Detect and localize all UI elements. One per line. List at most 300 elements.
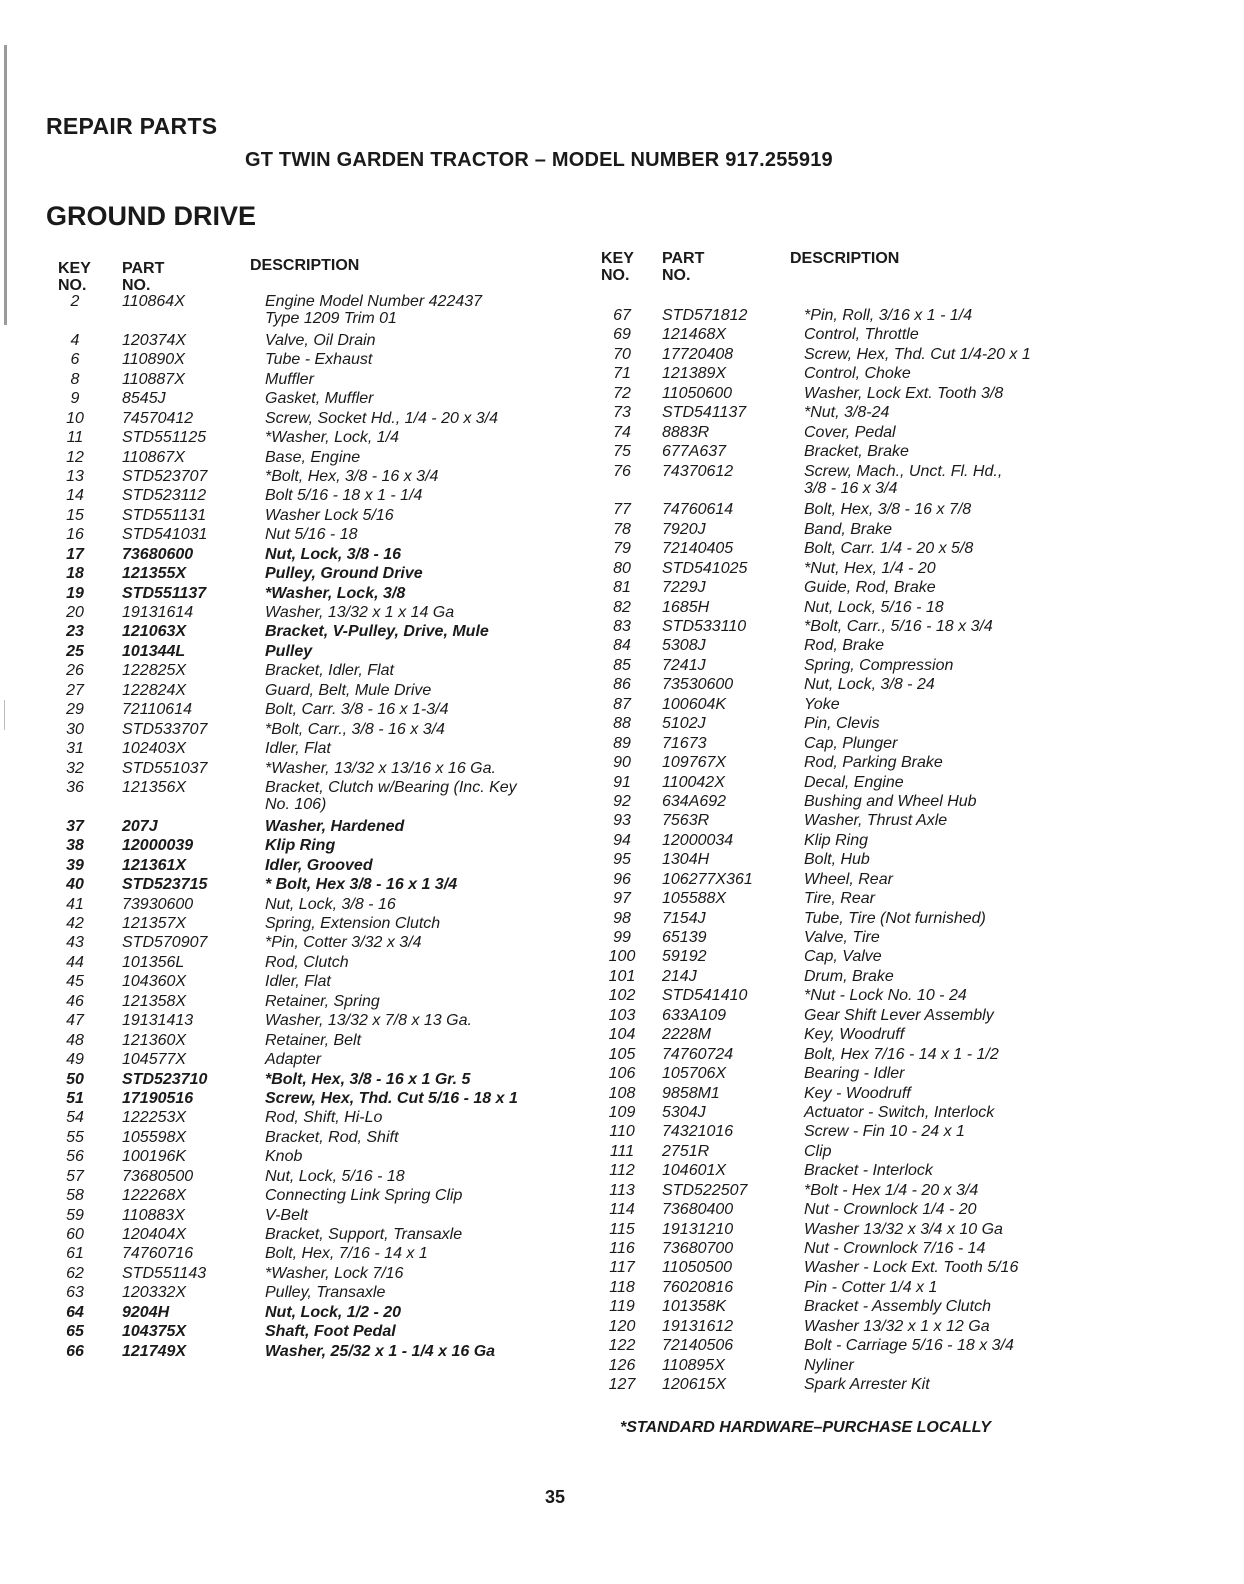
key-no: 79 [613, 540, 631, 558]
key-no: 42 [66, 915, 84, 933]
parts-row [598, 987, 1070, 1006]
part-description: Base, Engine [265, 448, 361, 466]
parts-row [52, 915, 562, 934]
parts-row [598, 676, 1070, 695]
part-no: 19131413 [122, 1012, 194, 1030]
parts-row [52, 662, 562, 681]
parts-row [52, 643, 562, 662]
key-no: 55 [66, 1128, 84, 1146]
part-description: Drum, Brake [804, 967, 894, 985]
parts-row [598, 579, 1070, 598]
part-description: Nyliner [804, 1356, 854, 1374]
key-no: 106 [608, 1065, 636, 1083]
parts-row [598, 812, 1070, 831]
part-no: 72140506 [662, 1337, 734, 1355]
parts-row [52, 1129, 562, 1148]
parts-row [598, 1085, 1070, 1104]
part-no: 74321016 [662, 1123, 734, 1141]
key-no: 72 [613, 384, 631, 402]
key-no: 115 [609, 1220, 635, 1238]
parts-row [598, 1376, 1070, 1395]
part-description: Washer, 13/32 x 1 x 14 Ga [265, 604, 455, 622]
part-description: Washer, Thrust Axle [804, 812, 948, 830]
part-description: Connecting Link Spring Clip [265, 1187, 463, 1205]
key-no: 86 [613, 676, 631, 694]
part-description: Washer, 25/32 x 1 - 1/4 x 16 Ga [265, 1342, 496, 1360]
key-no: 45 [66, 973, 84, 991]
part-description: Rod, Brake [804, 637, 885, 655]
part-description: Yoke [804, 695, 840, 713]
part-no: 5102J [662, 715, 706, 733]
right-part-header-line1: PART [662, 250, 705, 267]
parts-row [52, 585, 562, 604]
left-desc-header: DESCRIPTION [250, 257, 360, 274]
part-description: Bracket - Assembly Clutch [804, 1298, 992, 1316]
key-no: 118 [609, 1278, 635, 1296]
key-no: 114 [609, 1201, 635, 1219]
part-no: STD541031 [122, 526, 208, 544]
part-no: 8545J [122, 390, 166, 408]
parts-row [52, 1090, 562, 1109]
part-no: 121361X [122, 856, 187, 874]
parts-row [52, 973, 562, 992]
part-no: 2228M [662, 1026, 711, 1044]
part-description: Bolt, Carr. 3/8 - 16 x 1-3/4 [265, 701, 449, 719]
key-no: 92 [613, 792, 631, 810]
parts-row [52, 1343, 562, 1362]
key-no: 56 [66, 1148, 84, 1166]
key-no: 59 [66, 1206, 84, 1224]
part-description: Shaft, Foot Pedal [265, 1323, 396, 1341]
parts-row [598, 560, 1070, 579]
part-description: Spring, Extension Clutch [265, 915, 441, 933]
part-description: Screw, Mach., Unct. Fl. Hd., 3/8 - 16 x 3/4 [804, 462, 1003, 497]
parts-row [52, 1245, 562, 1264]
part-no: 105598X [122, 1128, 187, 1146]
part-description: Idler, Flat [265, 973, 331, 991]
parts-row [52, 682, 562, 701]
part-description: Tube, Tire (Not furnished) [804, 909, 986, 927]
key-no: 8 [70, 370, 80, 388]
part-description: Pulley [265, 642, 313, 660]
right-part-header [662, 250, 704, 284]
part-no: STD541137 [662, 404, 747, 422]
parts-row [598, 404, 1070, 423]
parts-row [598, 599, 1070, 618]
part-no: STD570907 [122, 934, 208, 952]
parts-row [52, 565, 562, 584]
key-no: 85 [613, 656, 631, 674]
part-description: Gear Shift Lever Assembly [804, 1006, 994, 1024]
part-no: 5304J [662, 1103, 706, 1121]
parts-row [598, 696, 1070, 715]
part-description: Wheel, Rear [804, 870, 893, 888]
key-no: 111 [609, 1142, 635, 1160]
part-description: Bolt 5/16 - 18 x 1 - 1/4 [265, 487, 423, 505]
parts-row [598, 657, 1070, 676]
parts-row [52, 546, 562, 565]
part-no: 73930600 [122, 895, 194, 913]
parts-row [598, 1259, 1070, 1278]
key-no: 76 [613, 462, 631, 480]
parts-row [52, 1032, 562, 1051]
key-no: 93 [613, 812, 631, 830]
key-no: 119 [609, 1298, 635, 1316]
part-no: 74370612 [662, 462, 734, 480]
part-description: Actuator - Switch, Interlock [804, 1103, 995, 1121]
part-no: 104601X [662, 1162, 727, 1180]
key-no: 99 [613, 929, 631, 947]
key-no: 26 [66, 662, 84, 680]
parts-row [598, 637, 1070, 656]
parts-row [598, 1240, 1070, 1259]
part-description: *Washer, 13/32 x 13/16 x 16 Ga. [265, 759, 496, 777]
key-no: 120 [608, 1317, 636, 1335]
parts-row [52, 332, 562, 351]
key-no: 71 [613, 365, 631, 383]
part-no: STD523707 [122, 467, 208, 485]
part-no: 104375X [122, 1323, 187, 1341]
part-description: Washer, 13/32 x 7/8 x 13 Ga. [265, 1012, 472, 1030]
part-description: Screw, Hex, Thd. Cut 1/4-20 x 1 [804, 345, 1031, 363]
parts-row [598, 1182, 1070, 1201]
parts-row [52, 604, 562, 623]
part-no: 73680500 [122, 1167, 194, 1185]
key-no: 36 [66, 778, 84, 796]
parts-row [598, 1279, 1070, 1298]
key-no: 105 [608, 1045, 636, 1063]
parts-row [52, 1187, 562, 1206]
left-key-header [58, 260, 91, 294]
part-no: 104360X [122, 973, 187, 991]
key-no: 19 [66, 584, 84, 602]
right-parts-list [598, 307, 1070, 1396]
parts-row [598, 1007, 1070, 1026]
part-description: *Washer, Lock, 3/8 [265, 584, 406, 602]
part-description: Klip Ring [804, 831, 869, 849]
part-no: 7229J [662, 579, 706, 597]
part-description: Bolt, Carr. 1/4 - 20 x 5/8 [804, 540, 974, 558]
parts-row [598, 715, 1070, 734]
key-no: 32 [66, 759, 84, 777]
part-no: 122824X [122, 681, 187, 699]
part-no: STD551037 [122, 759, 208, 777]
parts-row [598, 890, 1070, 909]
part-description: Gasket, Muffler [265, 390, 374, 408]
part-description: Nut - Crownlock 7/16 - 14 [804, 1240, 986, 1258]
part-no: 2751R [662, 1142, 710, 1160]
part-description: Rod, Shift, Hi-Lo [265, 1109, 383, 1127]
key-no: 67 [613, 307, 631, 324]
part-no: 121355X [122, 565, 187, 583]
key-no: 101 [608, 967, 636, 985]
part-no: 12000039 [122, 837, 194, 855]
part-no: 1685H [662, 598, 710, 616]
parts-row [52, 623, 562, 642]
key-no: 103 [608, 1006, 636, 1024]
key-no: 88 [613, 715, 631, 733]
part-description: Nut, Lock, 5/16 - 18 [804, 598, 944, 616]
key-no: 95 [613, 851, 631, 869]
key-no: 18 [66, 565, 84, 583]
parts-row [598, 1143, 1070, 1162]
parts-row [52, 1304, 562, 1323]
part-no: 19131612 [662, 1317, 734, 1335]
part-no: 121357X [122, 915, 187, 933]
parts-row [598, 1221, 1070, 1240]
part-no: 122268X [122, 1187, 187, 1205]
part-no: 105706X [662, 1065, 727, 1083]
part-no: 74760716 [122, 1245, 194, 1263]
part-no: 101344L [122, 642, 186, 660]
part-description: Muffler [265, 370, 314, 388]
parts-row [598, 346, 1070, 365]
key-no: 112 [609, 1162, 635, 1180]
part-no: STD523112 [122, 487, 207, 505]
key-no: 116 [609, 1240, 635, 1258]
part-no: 74760614 [662, 501, 734, 519]
part-no: 677A637 [662, 443, 727, 461]
part-description: Washer Lock 5/16 [265, 506, 394, 524]
part-no: 101356L [122, 953, 185, 971]
parts-row [598, 929, 1070, 948]
parts-row [598, 307, 1070, 326]
parts-row [52, 468, 562, 487]
part-description: Nut 5/16 - 18 [265, 526, 358, 544]
key-no: 48 [66, 1031, 84, 1049]
part-no: 102403X [122, 740, 187, 758]
key-no: 117 [609, 1259, 635, 1277]
parts-row [598, 365, 1070, 384]
key-no: 2 [70, 293, 80, 310]
parts-row [52, 371, 562, 390]
part-description: Pulley, Ground Drive [265, 565, 423, 583]
parts-row [598, 1104, 1070, 1123]
parts-row [52, 449, 562, 468]
part-no: 72110614 [122, 701, 192, 719]
part-no: STD571812 [662, 307, 748, 324]
part-description: *Bolt, Carr., 3/8 - 16 x 3/4 [265, 720, 445, 738]
parts-row [598, 326, 1070, 345]
key-no: 25 [66, 642, 84, 660]
part-no: 110883X [122, 1206, 185, 1224]
part-description: Bushing and Wheel Hub [804, 792, 977, 810]
part-description: Spark Arrester Kit [804, 1376, 930, 1394]
part-description: Cap, Plunger [804, 734, 898, 752]
parts-row [598, 1298, 1070, 1317]
part-no: 11050600 [662, 384, 732, 402]
right-key-header-line2: NO. [601, 267, 630, 284]
part-description: *Washer, Lock 7/16 [265, 1264, 404, 1282]
key-no: 54 [66, 1109, 84, 1127]
scan-edge [4, 45, 7, 325]
parts-row [52, 779, 562, 818]
parts-row [598, 1123, 1070, 1142]
parts-row [598, 540, 1070, 559]
key-no: 20 [66, 604, 84, 622]
page-number: 35 [545, 1487, 566, 1507]
parts-row [598, 968, 1070, 987]
part-no: STD541025 [662, 559, 748, 577]
part-description: Bolt, Hex, 7/16 - 14 x 1 [265, 1245, 428, 1263]
parts-row [52, 1226, 562, 1245]
key-no: 83 [613, 618, 631, 636]
parts-row [52, 1148, 562, 1167]
footnote: *STANDARD HARDWARE–PURCHASE LOCALLY [620, 1419, 991, 1436]
key-no: 38 [66, 837, 84, 855]
left-part-header-line2: NO. [122, 277, 151, 294]
part-no: 100196K [122, 1148, 187, 1166]
part-description: Screw - Fin 10 - 24 x 1 [804, 1123, 965, 1141]
part-no: STD551143 [122, 1264, 207, 1282]
parts-row [52, 1207, 562, 1226]
part-no: STD523710 [122, 1070, 208, 1088]
part-no: 73530600 [662, 676, 734, 694]
key-no: 80 [613, 559, 631, 577]
parts-row [52, 760, 562, 779]
part-no: 110895X [662, 1356, 725, 1374]
part-description: V-Belt [265, 1206, 308, 1224]
parts-row [52, 526, 562, 545]
parts-row [52, 1051, 562, 1070]
part-no: 120332X [122, 1284, 187, 1302]
key-no: 47 [66, 1012, 84, 1030]
key-no: 75 [613, 443, 631, 461]
part-description: Bracket, Brake [804, 443, 909, 461]
part-no: 74570412 [122, 409, 194, 427]
part-description: Bracket, Support, Transaxle [265, 1226, 463, 1244]
key-no: 96 [613, 870, 631, 888]
part-description: Bolt - Carriage 5/16 - 18 x 3/4 [804, 1337, 1014, 1355]
part-no: 121360X [122, 1031, 187, 1049]
part-no: 105588X [662, 890, 727, 908]
key-no: 62 [66, 1264, 84, 1282]
parts-row [52, 818, 562, 837]
part-no: 74760724 [662, 1045, 734, 1063]
key-no: 37 [66, 817, 84, 835]
part-no: STD533707 [122, 720, 208, 738]
part-no: 19131614 [122, 604, 194, 622]
key-no: 63 [66, 1284, 84, 1302]
parts-row [598, 754, 1070, 773]
key-no: 127 [608, 1376, 636, 1394]
part-no: 120404X [122, 1226, 187, 1244]
parts-row [52, 993, 562, 1012]
key-no: 27 [66, 681, 84, 699]
key-no: 89 [613, 734, 631, 752]
parts-row [52, 487, 562, 506]
key-no: 44 [66, 953, 84, 971]
left-part-header-line1: PART [122, 260, 165, 277]
parts-row [52, 857, 562, 876]
part-no: 5308J [662, 637, 706, 655]
parts-row [52, 1323, 562, 1342]
part-description: Idler, Grooved [265, 856, 373, 874]
part-no: 101358K [662, 1298, 727, 1316]
part-no: 73680700 [662, 1240, 734, 1258]
part-no: 8883R [662, 423, 710, 441]
part-no: STD533110 [662, 618, 747, 636]
key-no: 66 [66, 1342, 84, 1360]
parts-row [598, 1201, 1070, 1220]
part-no: 121356X [122, 778, 187, 796]
right-key-header [601, 250, 634, 284]
part-no: 7563R [662, 812, 710, 830]
key-no: 31 [66, 740, 84, 758]
key-no: 87 [613, 695, 631, 713]
key-no: 9 [70, 390, 80, 408]
key-no: 10 [66, 409, 84, 427]
key-no: 110 [609, 1123, 635, 1141]
parts-row [598, 1026, 1070, 1045]
key-no: 122 [608, 1337, 636, 1355]
part-no: 121358X [122, 992, 187, 1010]
left-key-header-line2: NO. [58, 277, 87, 294]
parts-row [598, 871, 1070, 890]
parts-row [52, 1012, 562, 1031]
parts-row [598, 851, 1070, 870]
left-parts-list [52, 293, 562, 1362]
key-no: 82 [613, 598, 631, 616]
part-description: Screw, Socket Hd., 1/4 - 20 x 3/4 [265, 409, 498, 427]
part-description: Washer, Lock Ext. Tooth 3/8 [804, 384, 1004, 402]
key-no: 64 [66, 1303, 84, 1321]
part-no: 73680400 [662, 1201, 734, 1219]
part-no: 106277X361 [662, 870, 753, 888]
key-no: 58 [66, 1187, 84, 1205]
part-no: 110890X [122, 351, 185, 369]
left-key-header-line1: KEY [58, 260, 91, 277]
sub-heading: GROUND DRIVE [46, 201, 257, 231]
part-description: Valve, Oil Drain [265, 331, 376, 349]
part-no: 7241J [662, 656, 706, 674]
key-no: 13 [66, 467, 84, 485]
key-no: 91 [613, 773, 631, 791]
parts-row [52, 701, 562, 720]
part-description: Guard, Belt, Mule Drive [265, 681, 432, 699]
parts-row [598, 521, 1070, 540]
key-no: 78 [613, 520, 631, 538]
part-no: 100604K [662, 695, 727, 713]
part-description: Control, Throttle [804, 326, 919, 344]
part-no: 9858M1 [662, 1084, 720, 1102]
key-no: 4 [70, 331, 80, 349]
part-description: Bolt, Hex, 3/8 - 16 x 7/8 [804, 501, 972, 519]
part-description: *Nut, 3/8-24 [804, 404, 890, 422]
part-description: Pulley, Transaxle [265, 1284, 386, 1302]
part-description: * Bolt, Hex 3/8 - 16 x 1 3/4 [265, 876, 458, 894]
part-no: 59192 [662, 948, 707, 966]
parts-row [598, 424, 1070, 443]
parts-row [52, 954, 562, 973]
scan-mark [4, 700, 5, 730]
key-no: 70 [613, 345, 631, 363]
part-no: 110887X [122, 370, 185, 388]
part-description: Adapter [265, 1051, 322, 1069]
part-no: 1304H [662, 851, 710, 869]
parts-row [52, 1071, 562, 1090]
part-no: 73680600 [122, 545, 194, 563]
part-no: 121063X [122, 623, 187, 641]
part-no: 76020816 [662, 1278, 734, 1296]
part-no: 9204H [122, 1303, 170, 1321]
part-description: Bracket, V-Pulley, Drive, Mule [265, 623, 489, 641]
parts-row [52, 1265, 562, 1284]
part-description: Cover, Pedal [804, 423, 896, 441]
part-description: Bolt, Hub [804, 851, 870, 869]
parts-row [598, 443, 1070, 462]
part-description: Washer - Lock Ext. Tooth 5/16 [804, 1259, 1019, 1277]
